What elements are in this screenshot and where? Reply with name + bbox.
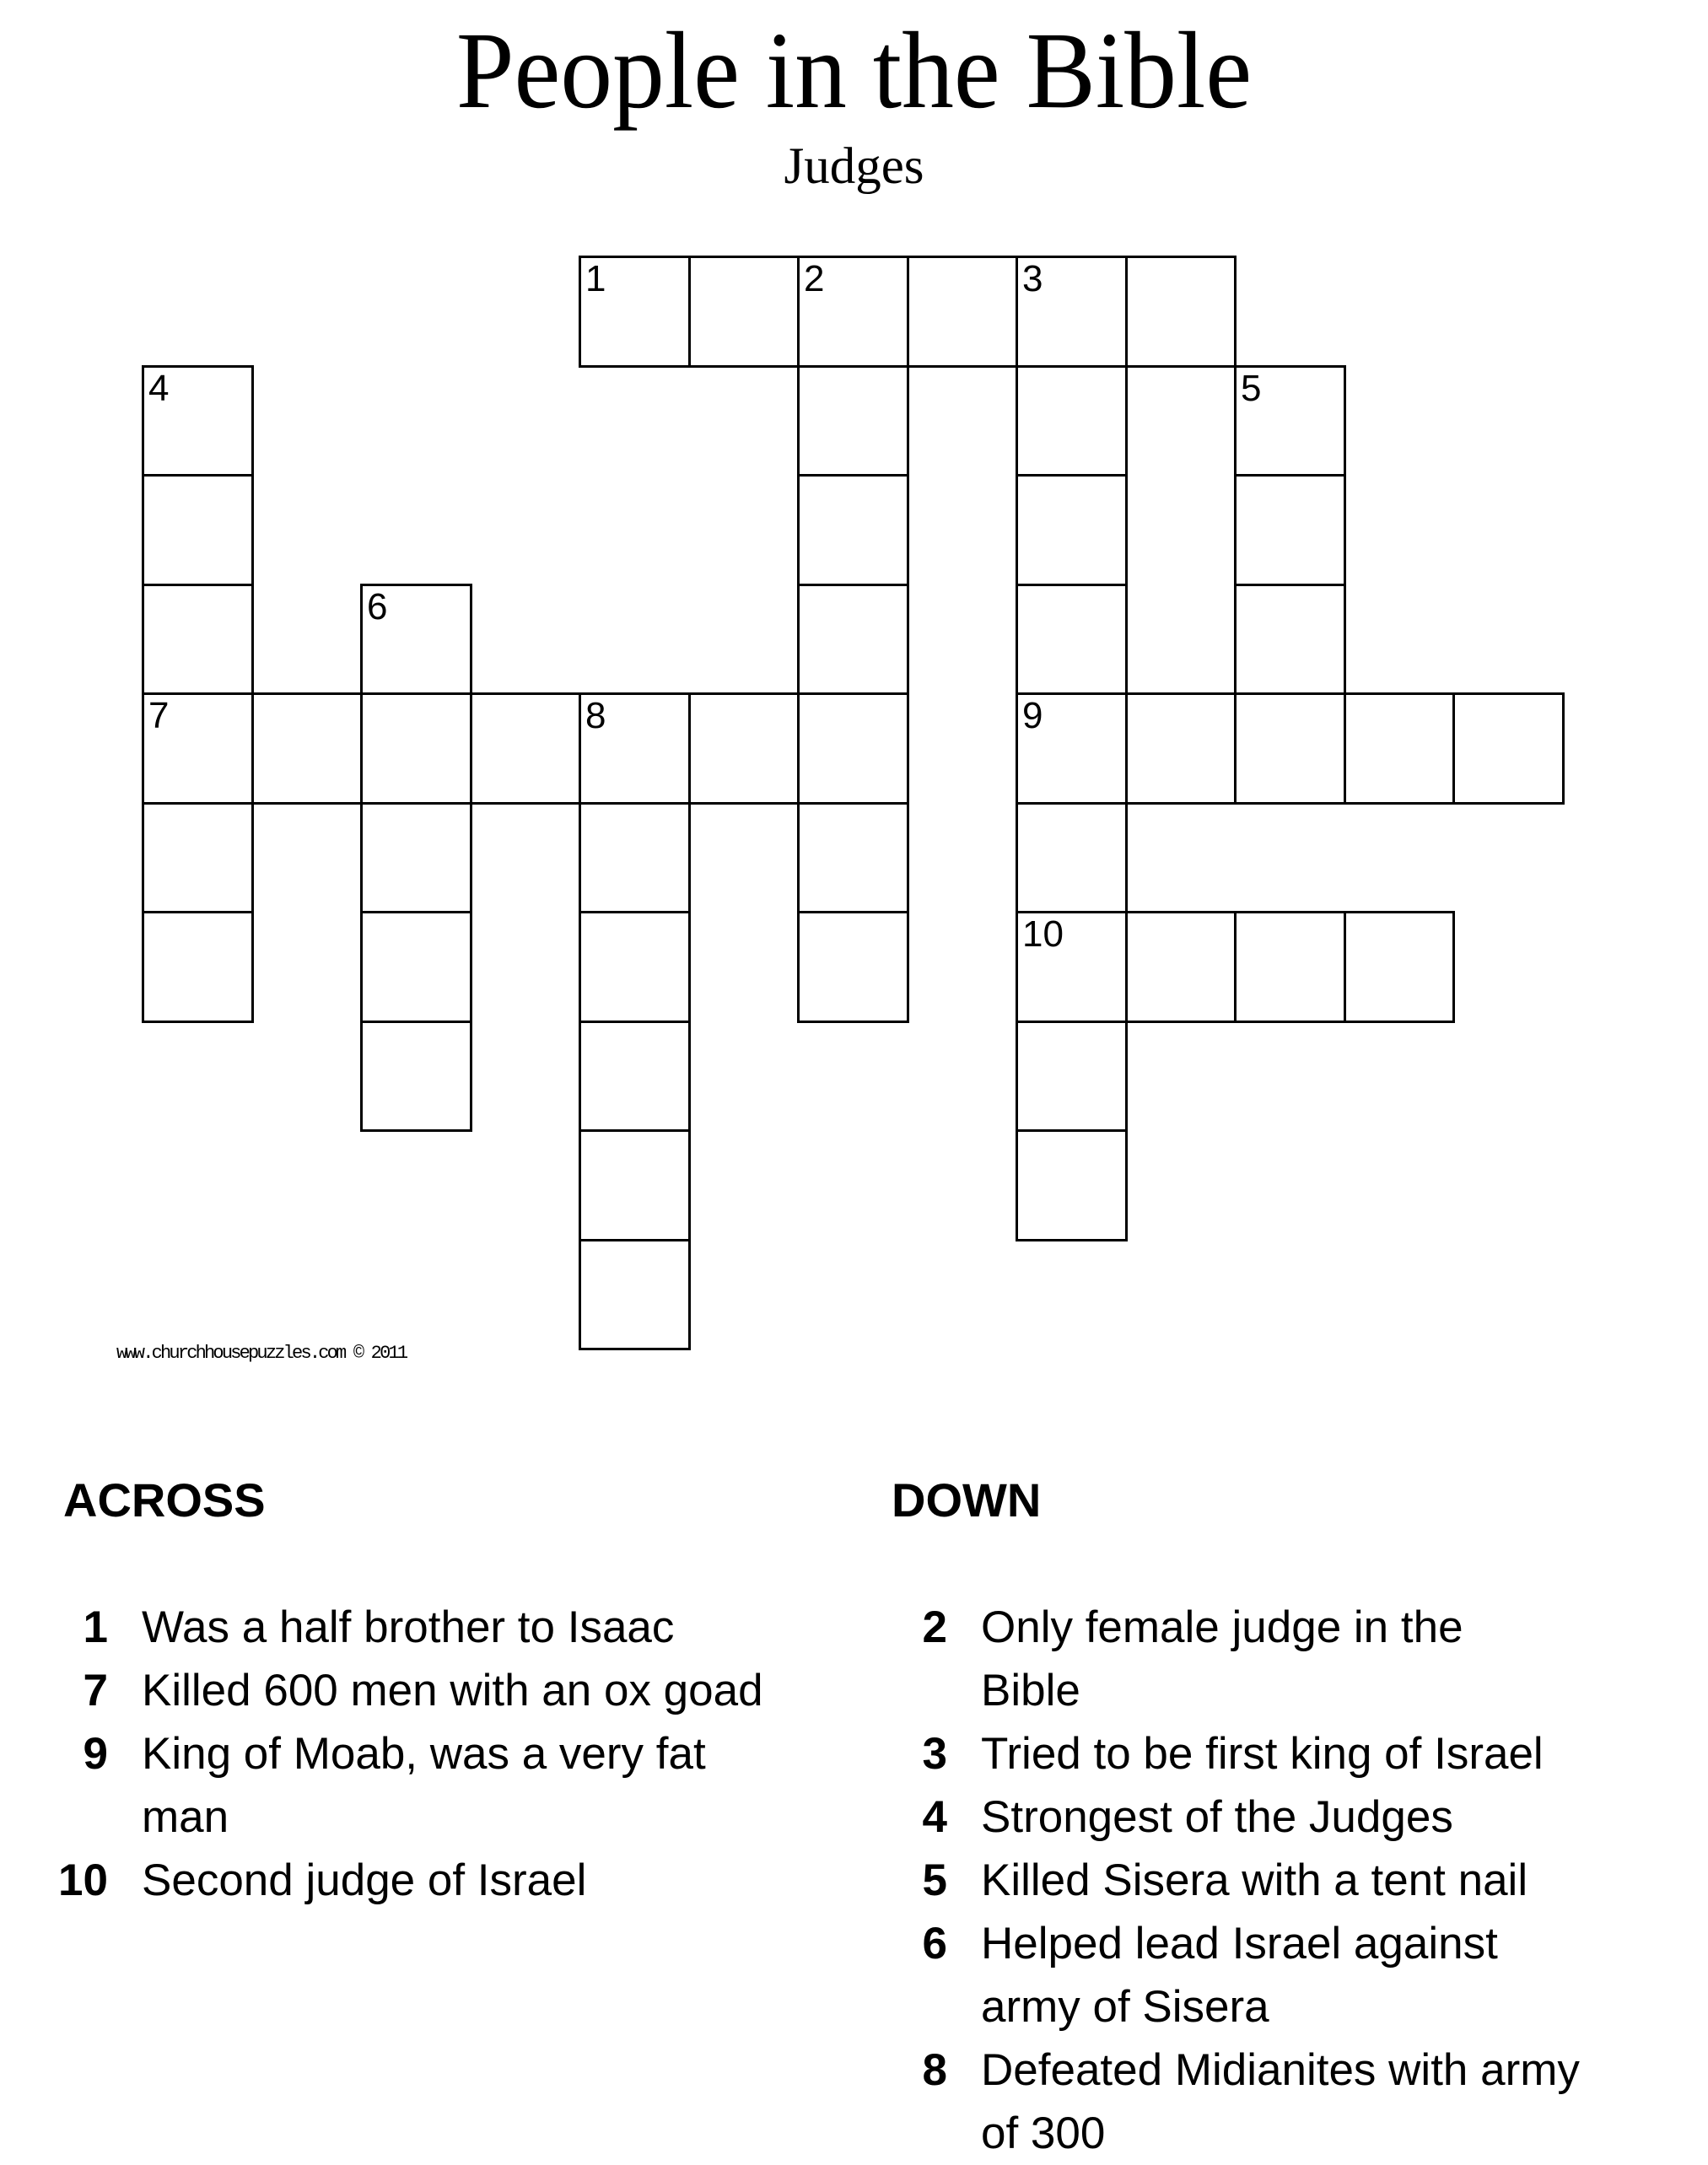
clue-text: Killed 600 men with an ox goad: [142, 1666, 763, 1715]
copyright-text: www.churchhousepuzzles.com © 2011: [116, 1343, 407, 1364]
across-clue-list: [0, 1596, 763, 1912]
grid-cell-r6-c2[interactable]: [360, 911, 472, 1023]
grid-cell-r8-c8[interactable]: [1016, 1129, 1128, 1241]
grid-cell-r6-c9[interactable]: [1125, 911, 1237, 1023]
grid-cell-r6-c0[interactable]: [142, 911, 254, 1023]
cell-number: 2: [804, 258, 825, 299]
down-clue-4: [839, 1785, 1580, 1849]
grid-cell-r6-c4[interactable]: [579, 911, 691, 1023]
grid-cell-r5-c8[interactable]: [1016, 802, 1128, 914]
across-clue-7: [0, 1659, 763, 1722]
grid-cell-r4-c8[interactable]: [1016, 692, 1128, 805]
grid-cell-r4-c10[interactable]: [1234, 692, 1346, 805]
cell-number: 5: [1241, 367, 1262, 409]
grid-cell-r4-c0[interactable]: [142, 692, 254, 805]
grid-cell-r5-c2[interactable]: [360, 802, 472, 914]
clue-number: [839, 1659, 947, 1722]
clue-text: of 300: [981, 2108, 1106, 2158]
grid-cell-r7-c2[interactable]: [360, 1021, 472, 1133]
grid-cell-r2-c6[interactable]: [797, 474, 909, 586]
grid-cell-r0-c4[interactable]: [579, 256, 691, 368]
down-clue-8-cont: [839, 2102, 1580, 2165]
grid-cell-r7-c8[interactable]: [1016, 1021, 1128, 1133]
grid-cell-r2-c10[interactable]: [1234, 474, 1346, 586]
grid-cell-r4-c9[interactable]: [1125, 692, 1237, 805]
cell-number: 7: [148, 695, 170, 736]
down-clue-5: [839, 1849, 1580, 1912]
grid-cell-r5-c6[interactable]: [797, 802, 909, 914]
clue-number: 6: [922, 1919, 947, 1968]
clue-text: Bible: [981, 1666, 1080, 1715]
clue-number: 3: [922, 1729, 947, 1779]
clue-number: 5: [922, 1855, 947, 1905]
grid-cell-r6-c10[interactable]: [1234, 911, 1346, 1023]
grid-cell-r4-c4[interactable]: [579, 692, 691, 805]
down-clue-list: [839, 1596, 1580, 2165]
down-clue-6-cont: [839, 1975, 1580, 2038]
grid-cell-r4-c11[interactable]: [1344, 692, 1456, 805]
grid-cell-r0-c7[interactable]: [907, 256, 1019, 368]
grid-cell-r3-c8[interactable]: [1016, 584, 1128, 696]
grid-cell-r2-c8[interactable]: [1016, 474, 1128, 586]
grid-cell-r6-c6[interactable]: [797, 911, 909, 1023]
grid-cell-r4-c6[interactable]: [797, 692, 909, 805]
across-clue-1: [0, 1596, 763, 1659]
grid-cell-r4-c2[interactable]: [360, 692, 472, 805]
cell-number: 1: [585, 258, 606, 299]
cell-number: 4: [148, 367, 170, 409]
down-heading: DOWN: [892, 1473, 1042, 1527]
clue-text: Helped lead Israel against: [981, 1919, 1498, 1968]
down-clue-8: [839, 2038, 1580, 2102]
clue-text: Strongest of the Judges: [981, 1792, 1453, 1842]
clue-text: army of Sisera: [981, 1982, 1269, 2032]
grid-cell-r6-c11[interactable]: [1344, 911, 1456, 1023]
grid-cell-r4-c1[interactable]: [251, 692, 364, 805]
clue-number: [839, 1975, 947, 2038]
cell-number: 9: [1022, 695, 1043, 736]
down-clue-3: [839, 1722, 1580, 1785]
grid-cell-r3-c2[interactable]: [360, 584, 472, 696]
clue-number: 2: [922, 1602, 947, 1652]
down-clue-2: [839, 1596, 1580, 1659]
clue-text: King of Moab, was a very fat: [142, 1729, 706, 1779]
clue-text: Defeated Midianites with army: [981, 2045, 1580, 2095]
grid-cell-r0-c9[interactable]: [1125, 256, 1237, 368]
grid-cell-r8-c4[interactable]: [579, 1129, 691, 1241]
cell-number: 3: [1022, 258, 1043, 299]
grid-cell-r1-c6[interactable]: [797, 365, 909, 477]
clue-text: Tried to be first king of Israel: [981, 1729, 1544, 1779]
clue-number: 10: [58, 1855, 108, 1905]
clue-number: 1: [83, 1602, 108, 1652]
grid-cell-r0-c5[interactable]: [688, 256, 800, 368]
across-heading: ACROSS: [63, 1473, 266, 1527]
clue-text: man: [142, 1792, 229, 1842]
grid-cell-r4-c12[interactable]: [1452, 692, 1565, 805]
clue-number: [0, 1785, 108, 1849]
cell-number: 6: [367, 585, 388, 627]
clue-text: Second judge of Israel: [142, 1855, 587, 1905]
cell-number: 10: [1022, 913, 1064, 955]
grid-cell-r6-c8[interactable]: [1016, 911, 1128, 1023]
page-title: People in the Bible: [455, 10, 1253, 132]
grid-cell-r3-c6[interactable]: [797, 584, 909, 696]
across-clue-10: [0, 1849, 763, 1912]
clue-number: 8: [922, 2045, 947, 2095]
grid-cell-r5-c4[interactable]: [579, 802, 691, 914]
clue-text: Was a half brother to Isaac: [142, 1602, 675, 1652]
clue-number: 9: [83, 1729, 108, 1779]
grid-cell-r9-c4[interactable]: [579, 1239, 691, 1351]
cell-number: 8: [585, 695, 606, 736]
grid-cell-r0-c8[interactable]: [1016, 256, 1128, 368]
down-clue-6: [839, 1912, 1580, 1975]
clue-number: 7: [83, 1666, 108, 1715]
grid-cell-r1-c10[interactable]: [1234, 365, 1346, 477]
grid-cell-r0-c6[interactable]: [797, 256, 909, 368]
grid-cell-r4-c5[interactable]: [688, 692, 800, 805]
grid-cell-r5-c0[interactable]: [142, 802, 254, 914]
grid-cell-r3-c0[interactable]: [142, 584, 254, 696]
grid-cell-r1-c8[interactable]: [1016, 365, 1128, 477]
grid-cell-r2-c0[interactable]: [142, 474, 254, 586]
down-clue-2-cont: [839, 1659, 1580, 1722]
page-subtitle: Judges: [784, 138, 924, 195]
grid-cell-r1-c0[interactable]: [142, 365, 254, 477]
across-clue-9: [0, 1722, 763, 1785]
clue-text: Only female judge in the: [981, 1602, 1463, 1652]
grid-cell-r7-c4[interactable]: [579, 1021, 691, 1133]
across-clue-9-cont: [0, 1785, 763, 1849]
clue-number: [839, 2102, 947, 2165]
clue-number: 4: [922, 1792, 947, 1842]
grid-cell-r4-c3[interactable]: [470, 692, 582, 805]
clue-text: Killed Sisera with a tent nail: [981, 1855, 1528, 1905]
grid-cell-r3-c10[interactable]: [1234, 584, 1346, 696]
